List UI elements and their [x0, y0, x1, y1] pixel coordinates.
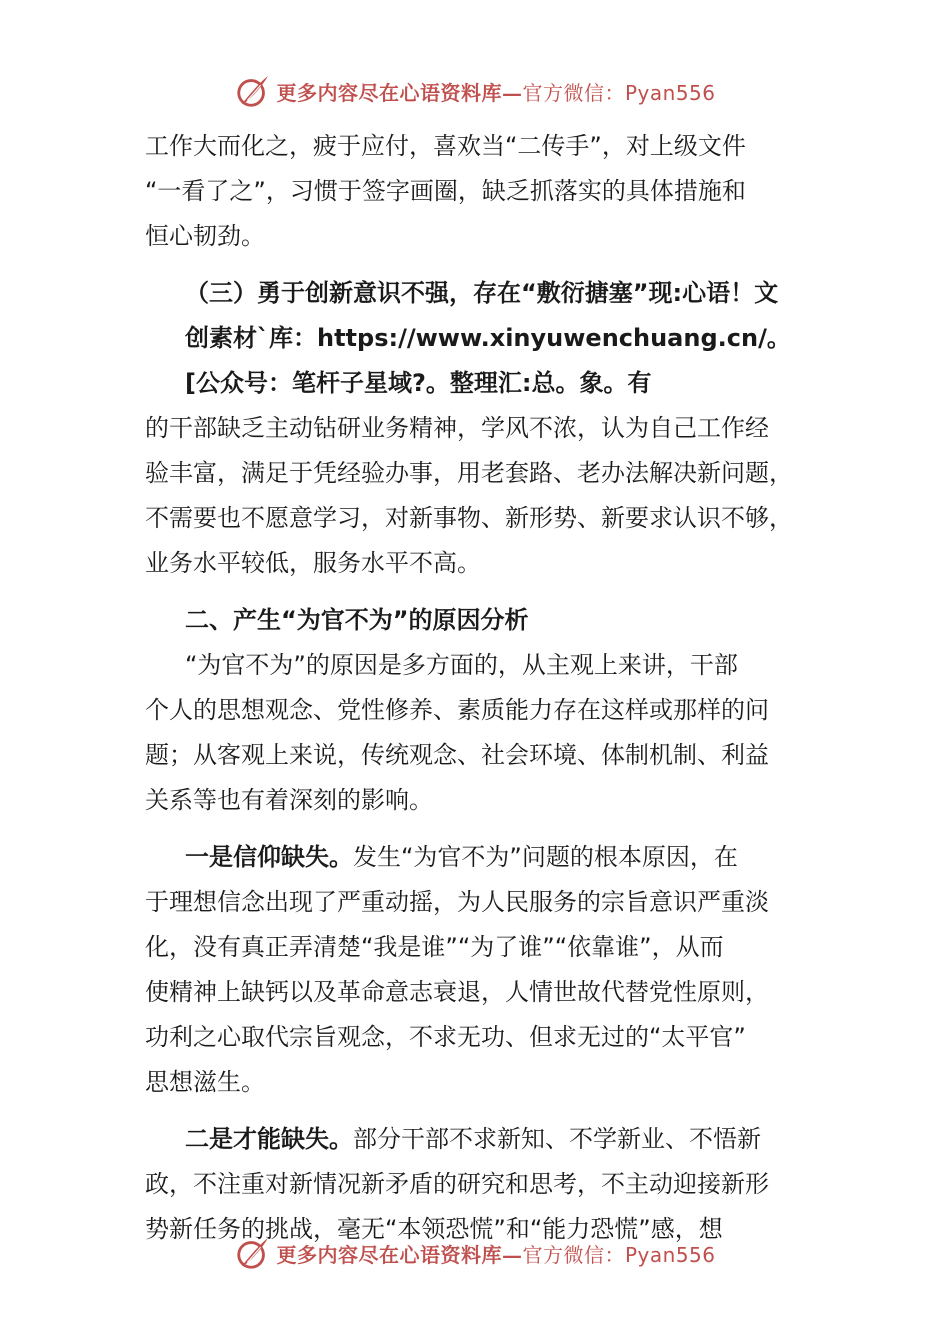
banner-site-name: 更多内容尽在心语资料库	[276, 80, 502, 105]
header-banner	[0, 66, 950, 116]
text-line: 验丰富，满足于凭经验办事，用老套路、老办法解决新问题，	[145, 459, 793, 487]
footer-banner	[0, 1228, 950, 1278]
text-line: 不需要也不愿意学习，对新事物、新形势、新要求认识不够，	[145, 504, 793, 532]
text-line: “为官不为”的原因是多方面的，从主观上来讲，干部	[185, 651, 738, 679]
banner-text	[276, 1239, 715, 1268]
text-line: 关系等也有着深刻的影响。	[145, 786, 433, 814]
text-line: 题；从客观上来说，传统观念、社会环境、体制机制、利益	[145, 741, 769, 769]
watermark-line: [公众号：笔杆子星域?。整理汇:总。象。有	[185, 369, 652, 397]
banner-wechat-id: Pyan556	[624, 80, 716, 105]
section-heading-3: （三）勇于创新意识不强，存在“敷衍搪塞”现:心语！文	[185, 279, 779, 307]
text-line: 势新任务的挑战，毫无“本领恐慌”和“能力恐慌”感，想	[145, 1215, 723, 1243]
text-line: 政，不注重对新情况新矛盾的研究和思考，不主动迎接新形	[145, 1170, 769, 1198]
section-heading-2: 二、产生“为官不为”的原因分析	[185, 606, 529, 634]
text-line: 于理想信念出现了严重动摇，为人民服务的宗旨意识严重淡	[145, 888, 769, 916]
lead-phrase: 一是信仰缺失。	[185, 843, 353, 871]
text-line: 的干部缺乏主动钻研业务精神，学风不浓，认为自己工作经	[145, 414, 769, 442]
text-line: 使精神上缺钙以及革命意志衰退，人情世故代替党性原则，	[145, 978, 769, 1006]
text-line	[145, 835, 845, 880]
banner-dash: —	[501, 80, 523, 105]
document-body	[145, 124, 845, 1252]
text-span: 发生“为官不为”问题的根本原因，在	[353, 843, 738, 871]
text-line: 工作大而化之，疲于应付，喜欢当“二传手”，对上级文件	[145, 132, 746, 160]
text-line: 个人的思想观念、党性修养、素质能力存在这样或那样的问	[145, 696, 769, 724]
watermark-link-line: 创素材`库：https://www.xinyuwenchuang.cn/。	[185, 324, 791, 352]
lead-phrase: 二是才能缺失。	[185, 1125, 353, 1153]
banner-site-name: 更多内容尽在心语资料库	[276, 1242, 502, 1267]
banner-dash: —	[501, 1242, 523, 1267]
text-line: 恒心韧劲。	[145, 222, 265, 250]
text-line: 思想滋生。	[145, 1068, 265, 1096]
feather-logo-icon	[234, 72, 272, 110]
feather-logo-icon	[234, 1234, 272, 1272]
banner-wechat-label: 官方微信：	[522, 1242, 625, 1267]
banner-wechat-id: Pyan556	[624, 1242, 716, 1267]
text-span: 部分干部不求新知、不学新业、不悟新	[353, 1125, 761, 1153]
banner-wechat-label: 官方微信：	[522, 80, 625, 105]
text-line: 功利之心取代宗旨观念，不求无功、但求无过的“太平官”	[145, 1023, 746, 1051]
text-line	[145, 1117, 845, 1162]
text-line: “一看了之”，习惯于签字画圈，缺乏抓落实的具体措施和	[145, 177, 746, 205]
banner-text	[276, 77, 715, 106]
text-line: 业务水平较低，服务水平不高。	[145, 549, 481, 577]
text-line: 化，没有真正弄清楚“我是谁”“为了谁”“依靠谁”，从而	[145, 933, 724, 961]
